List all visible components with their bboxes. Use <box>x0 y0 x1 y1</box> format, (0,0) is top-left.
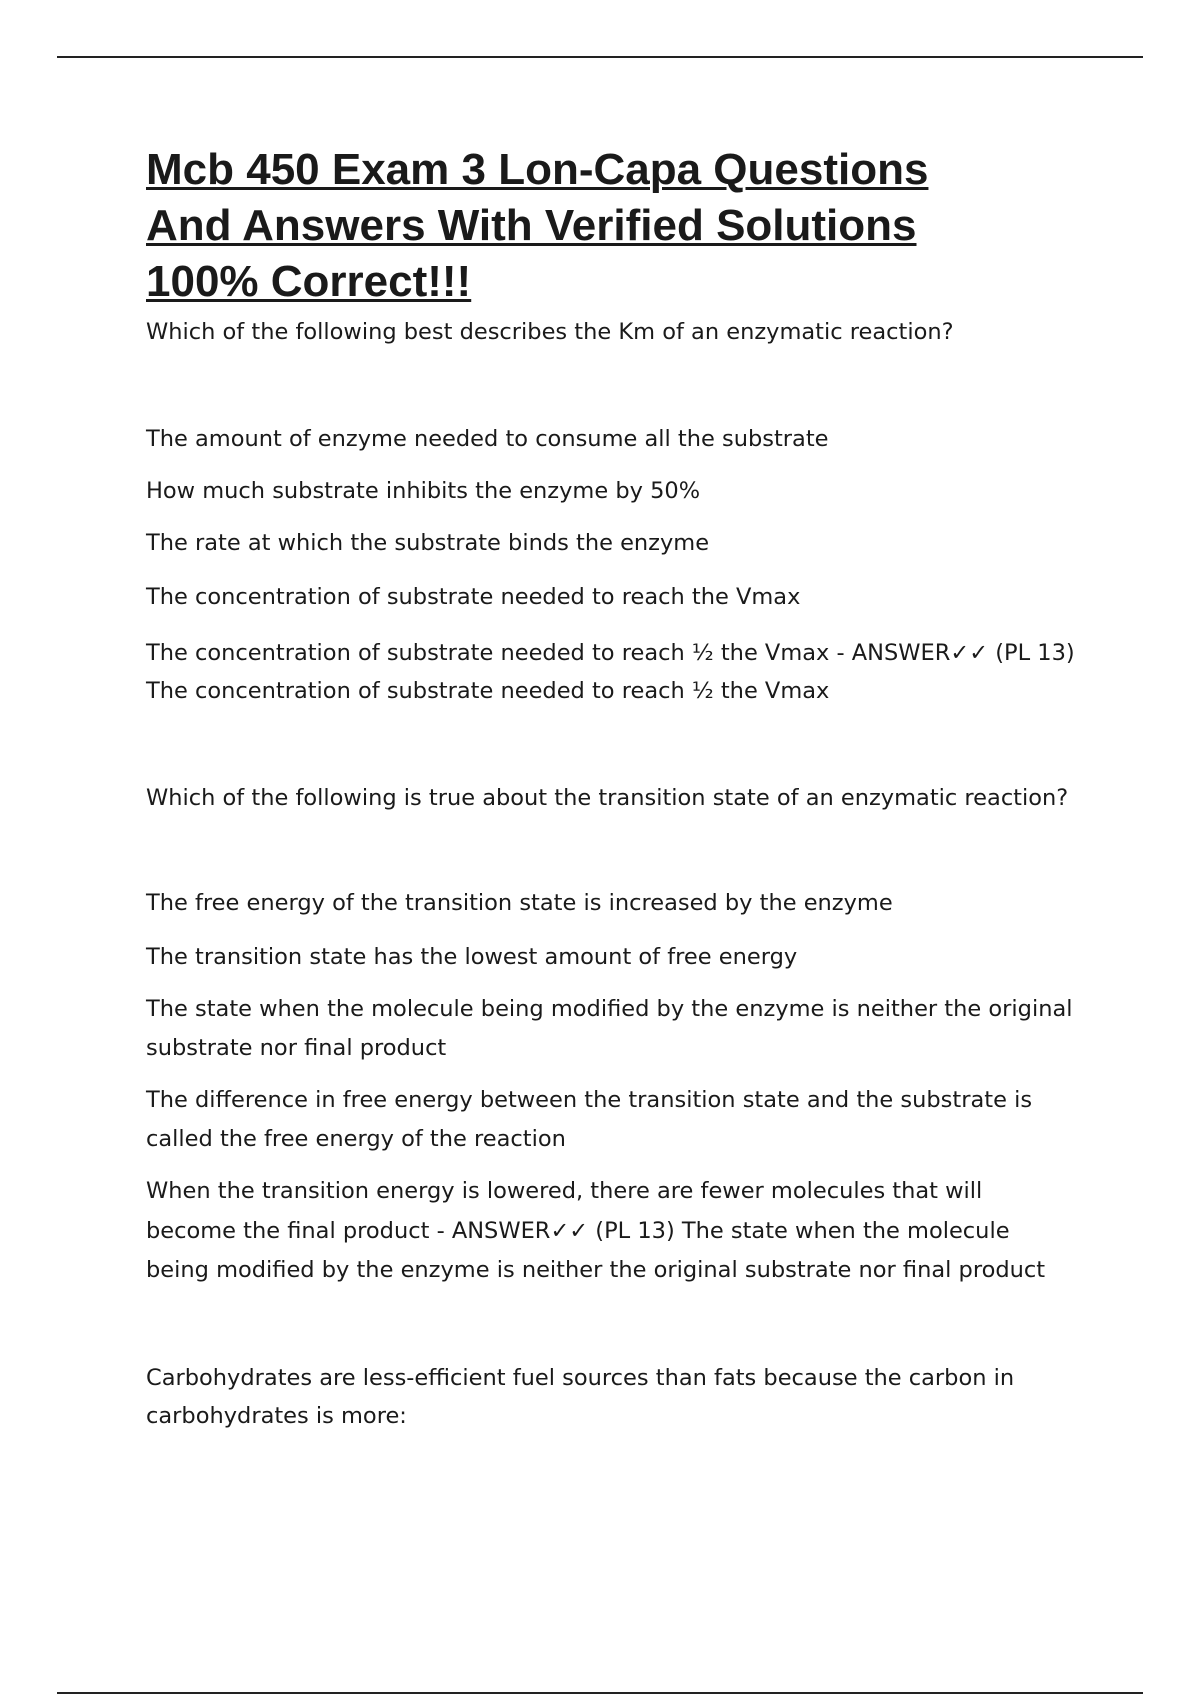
title-line: And Answers With Verified Solutions <box>146 201 917 250</box>
q1-option-2: How much substrate inhibits the enzyme by 50% <box>146 478 701 504</box>
q2-option-2: The transition state has the lowest amount of free energy <box>146 944 798 970</box>
top-rule <box>57 56 1143 58</box>
q2-option-3-line-2: substrate nor final product <box>146 1035 447 1061</box>
q1-option-4: The concentration of substrate needed to reach the Vmax <box>146 584 801 610</box>
q2-option-4-line-1: The difference in free energy between the transition state and the substrate is <box>146 1087 1033 1113</box>
q1-answer-line-2: The concentration of substrate needed to reach ½ the Vmax <box>146 678 830 704</box>
q2-option-1: The free energy of the transition state is increased by the enzyme <box>146 890 893 916</box>
title-line: Mcb 450 Exam 3 Lon-Capa Questions <box>146 145 929 194</box>
q2-option-4-line-2: called the free energy of the reaction <box>146 1126 566 1152</box>
question-3-line-1: Carbohydrates are less-efficient fuel sources than fats because the carbon in <box>146 1365 1015 1391</box>
question-3-line-2: carbohydrates is more: <box>146 1403 407 1429</box>
q1-option-3: The rate at which the substrate binds the enzyme <box>146 530 710 556</box>
bottom-rule <box>57 1692 1143 1694</box>
document-title <box>146 142 1146 310</box>
question-2-text: Which of the following is true about the transition state of an enzymatic reaction? <box>146 785 1069 811</box>
title-line: 100% Correct!!! <box>146 257 472 306</box>
q1-answer-line-1: The concentration of substrate needed to reach ½ the Vmax - ANSWER✓✓ (PL 13) <box>146 640 1075 666</box>
q2-answer-line-2: become the final product - ANSWER✓✓ (PL 13) The state when the molecule <box>146 1218 1010 1244</box>
q2-answer-line-3: being modified by the enzyme is neither the original substrate nor final product <box>146 1257 1046 1283</box>
q2-option-3-line-1: The state when the molecule being modified by the enzyme is neither the original <box>146 996 1073 1022</box>
q1-option-1: The amount of enzyme needed to consume all the substrate <box>146 426 829 452</box>
question-1-text: Which of the following best describes the Km of an enzymatic reaction? <box>146 319 954 345</box>
q2-answer-line-1: When the transition energy is lowered, there are fewer molecules that will <box>146 1178 983 1204</box>
